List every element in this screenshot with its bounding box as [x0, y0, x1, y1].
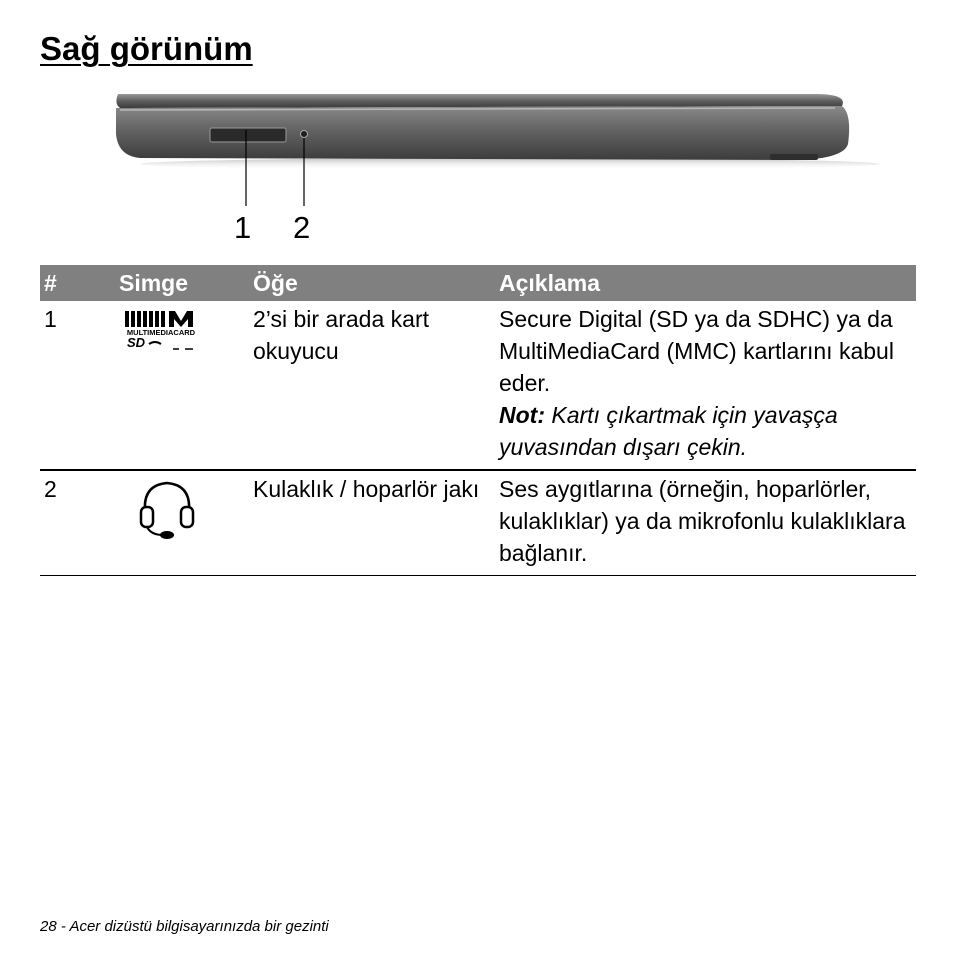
row-note	[499, 399, 912, 463]
laptop-right-side-illustration	[80, 84, 880, 254]
table-header-row	[40, 265, 916, 301]
row-icon-cell	[115, 470, 249, 576]
row-description: Secure Digital (SD ya da SDHC) ya da MultiMediaCard (MMC) kartlarını kabul eder.	[499, 306, 894, 396]
headset-icon	[137, 477, 197, 541]
header-description: Açıklama	[499, 270, 601, 296]
callout-number-1: 1	[234, 210, 252, 245]
row-item: Kulaklık / hoparlör jakı	[249, 470, 495, 576]
callout-number-2: 2	[293, 210, 311, 245]
audio-jack-port	[301, 131, 308, 138]
header-icon: Simge	[119, 270, 189, 296]
row-item: 2’si bir arada kart okuyucu	[249, 301, 495, 470]
row-icon-cell	[115, 301, 249, 470]
table-row	[40, 470, 916, 576]
row-number: 2	[40, 470, 115, 576]
note-label: Not:	[499, 402, 545, 428]
row-description-cell	[495, 301, 916, 470]
header-item: Öğe	[253, 270, 298, 296]
table-row	[40, 301, 916, 470]
note-text: Kartı çıkartmak için yavaşça yuvasından dışarı çekin.	[499, 402, 838, 460]
sd-mmc-card-icon	[123, 309, 199, 355]
row-number: 1	[40, 301, 115, 470]
card-logo-text-bottom: SD	[127, 335, 146, 350]
page-footer: 28 - Acer dizüstü bilgisayarınızda bir gezinti	[40, 918, 329, 935]
card-logo-text-top: MULTIMEDIACARD	[126, 328, 196, 337]
laptop-right-side-figure	[80, 84, 880, 254]
page-title: Sağ görünüm	[40, 30, 253, 67]
card-reader-slot	[210, 128, 286, 142]
row-description: Ses aygıtlarına (örneğin, hoparlörler, kulaklıklar) ya da mikrofonlu kulaklıklara bağlanır.	[495, 470, 916, 576]
ports-table	[40, 265, 916, 576]
header-num: #	[44, 270, 57, 296]
